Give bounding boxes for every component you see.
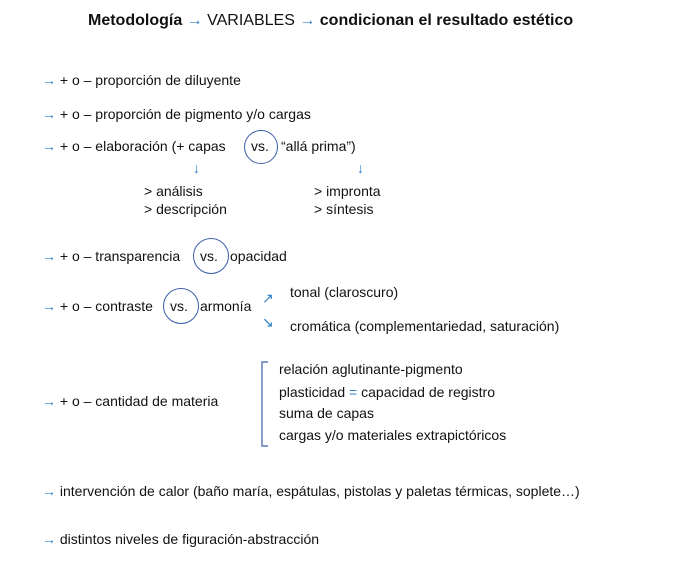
item-elaboracion [42, 138, 226, 155]
arrow-icon: → [42, 106, 56, 122]
arrow-icon: → [42, 298, 56, 314]
arrow-icon: → [42, 138, 56, 154]
item-elaboracion-prefix: + o – elaboración (+ capas [59, 138, 226, 154]
equals-sign: = [349, 384, 358, 400]
arrow-icon: → [42, 248, 56, 264]
contraste-cromatica: cromática (complementariedad, saturación) [290, 318, 560, 334]
arrow-icon: → [42, 393, 56, 409]
materia-item-relacion: relación aglutinante-pigmento [279, 361, 463, 377]
item-transparencia-suffix: opacidad [230, 248, 287, 264]
item-transparencia [42, 248, 180, 265]
prima-sub-impronta: > impronta [314, 183, 381, 199]
title-condicionan: condicionan el resultado estético [319, 12, 574, 29]
materia-item-suma: suma de capas [279, 405, 374, 421]
plasticidad-text: plasticidad [279, 384, 346, 400]
item-pigmento-text: + o – proporción de pigmento y/o cargas [59, 106, 311, 122]
item-contraste [42, 298, 153, 315]
item-figuracion [42, 531, 319, 548]
item-calor [42, 483, 580, 500]
item-diluyente [42, 72, 241, 89]
title-arrow-1: → [186, 12, 203, 29]
item-contraste-prefix: + o – contraste [59, 298, 153, 314]
materia-item-plasticidad [279, 384, 495, 401]
title-arrow-2: → [299, 12, 316, 29]
arrow-icon: → [42, 531, 56, 547]
title-metodologia: Metodología [88, 12, 183, 29]
vs-label: vs. [200, 248, 218, 264]
item-elaboracion-suffix: “allá prima”) [281, 138, 356, 154]
vs-label: vs. [251, 138, 269, 154]
vs-label: vs. [170, 298, 188, 314]
diag-down-arrow-icon: ↘ [262, 314, 274, 330]
title-variables: VARIABLES [207, 12, 295, 29]
capas-sub-descripcion: > descripción [144, 201, 227, 217]
item-materia [42, 393, 218, 410]
capas-sub-analisis: > análisis [144, 183, 203, 199]
capacidad-text: capacidad de registro [361, 384, 495, 400]
arrow-icon: → [42, 72, 56, 88]
diag-up-arrow-icon: ↗ [262, 290, 274, 306]
prima-sub-sintesis: > síntesis [314, 201, 374, 217]
item-contraste-suffix: armonía [200, 298, 252, 314]
item-transparencia-prefix: + o – transparencia [59, 248, 181, 264]
down-arrow-icon: ↓ [357, 160, 364, 176]
contraste-tonal: tonal (claroscuro) [290, 284, 399, 300]
item-calor-text: intervención de calor (baño maría, espátulas, pistolas y paletas térmicas, soplete…) [59, 483, 580, 499]
arrow-icon: → [42, 483, 56, 499]
down-arrow-icon: ↓ [193, 160, 200, 176]
materia-item-cargas: cargas y/o materiales extrapictóricos [279, 427, 507, 443]
item-materia-text: + o – cantidad de materia [59, 393, 219, 409]
item-pigmento [42, 106, 311, 123]
item-figuracion-text: distintos niveles de figuración-abstracción [59, 531, 320, 547]
bracket-line [258, 360, 272, 448]
item-diluyente-text: + o – proporción de diluyente [59, 72, 241, 88]
page-title [88, 11, 573, 30]
